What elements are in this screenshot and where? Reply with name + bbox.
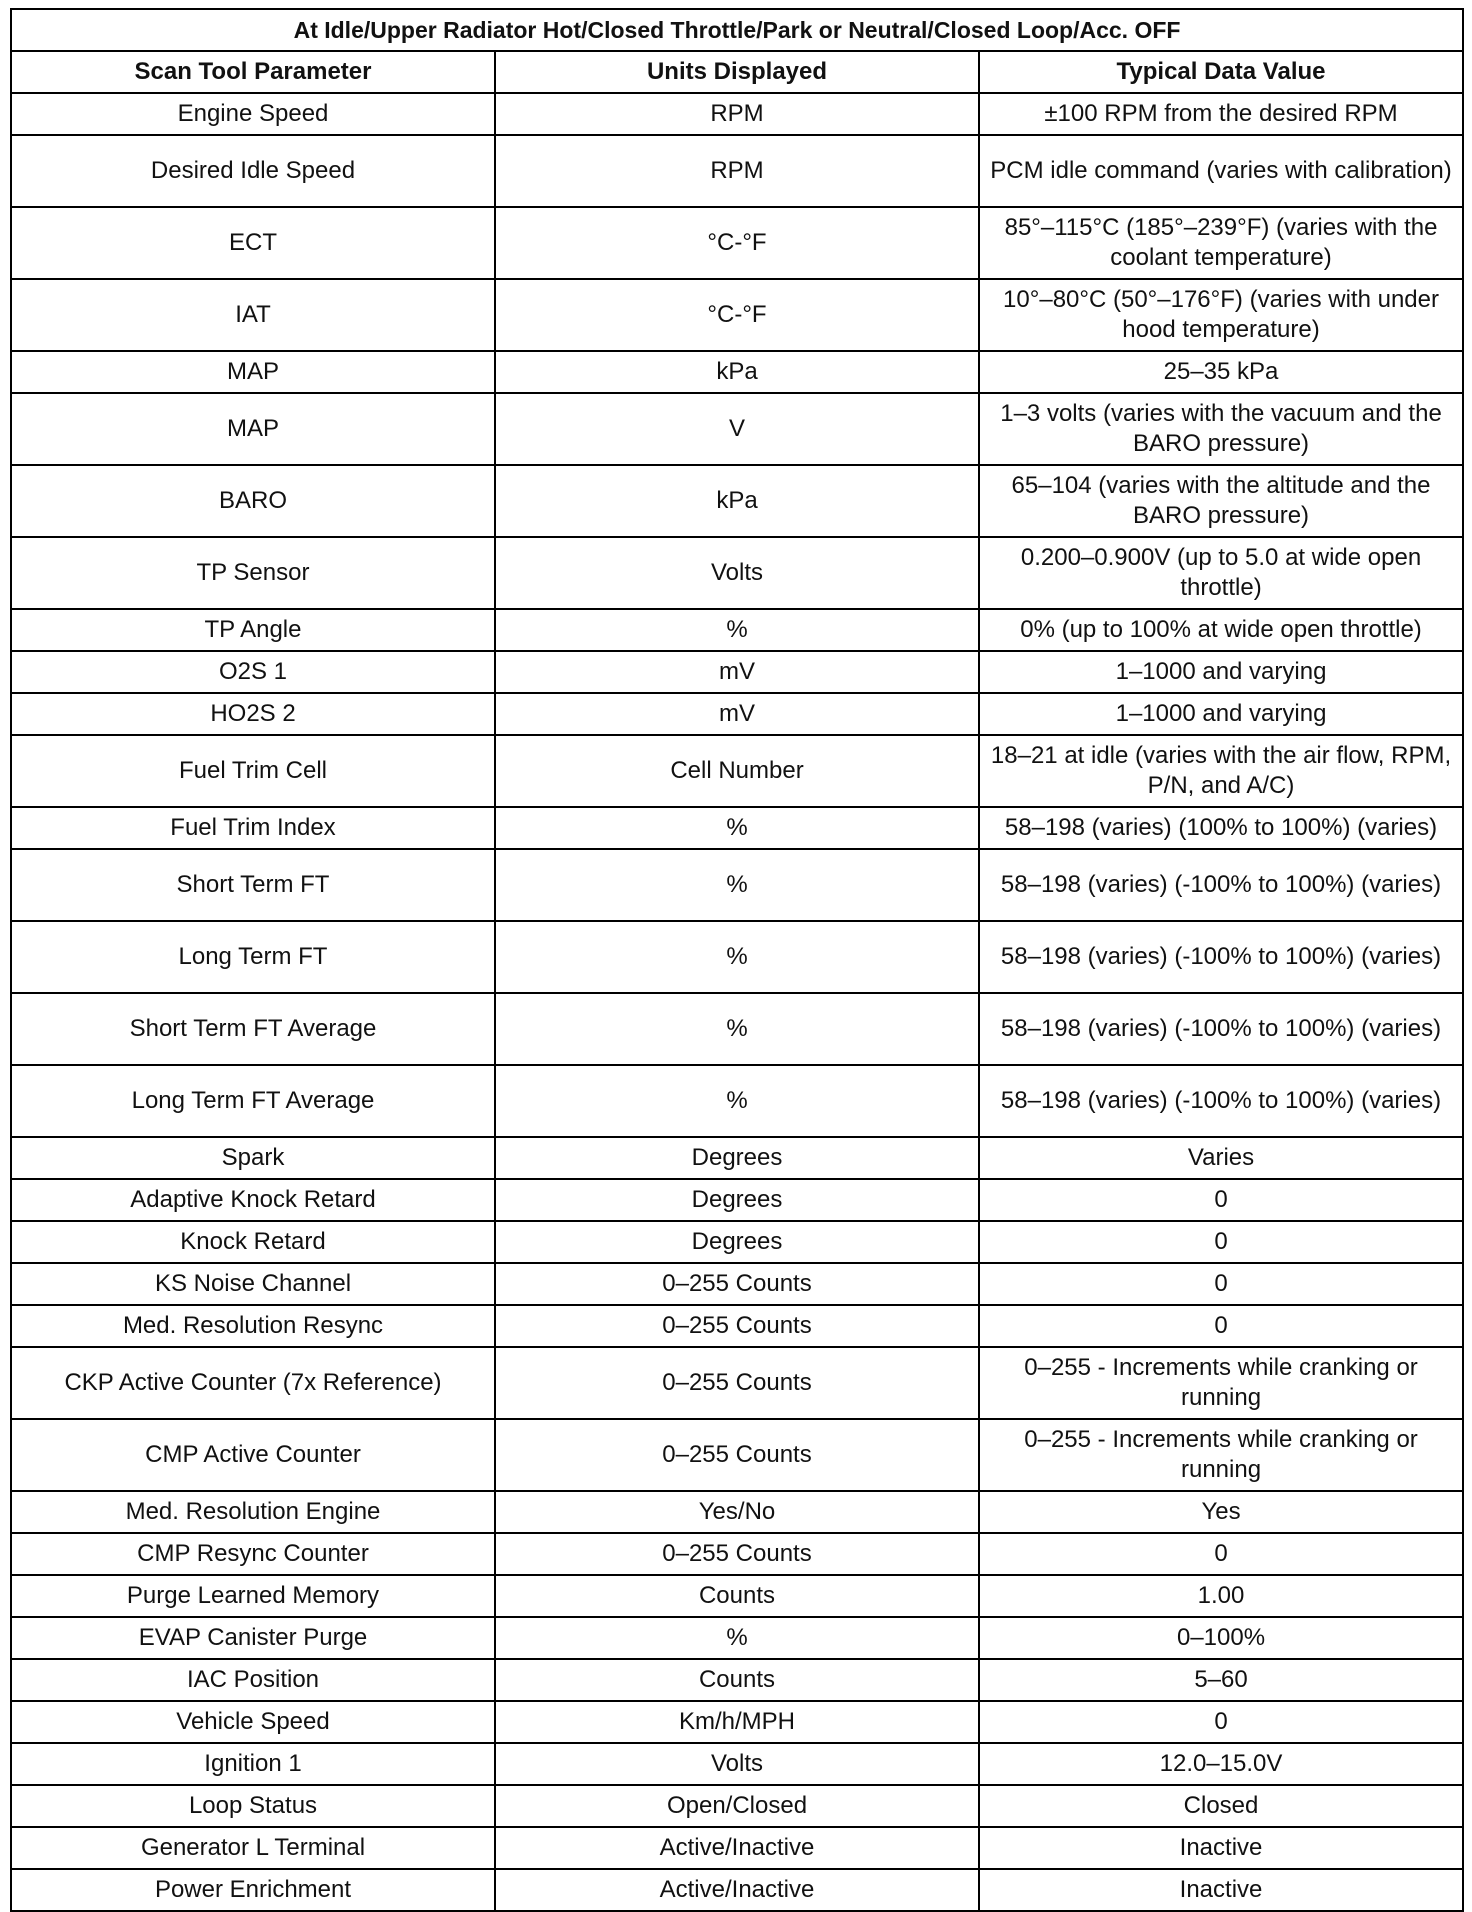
units-cell: °C-°F — [495, 279, 979, 351]
parameter-cell: Power Enrichment — [11, 1869, 495, 1911]
parameter-cell: KS Noise Channel — [11, 1263, 495, 1305]
units-cell: Volts — [495, 1743, 979, 1785]
typical-value-cell: 58–198 (varies) (100% to 100%) (varies) — [979, 807, 1463, 849]
data-table-container — [10, 8, 1462, 1912]
parameter-cell: Desired Idle Speed — [11, 135, 495, 207]
table-row — [11, 93, 1463, 135]
table-row — [11, 1137, 1463, 1179]
units-cell: 0–255 Counts — [495, 1419, 979, 1491]
table-row — [11, 1179, 1463, 1221]
units-cell: Degrees — [495, 1179, 979, 1221]
table-row — [11, 1743, 1463, 1785]
table-row — [11, 1785, 1463, 1827]
units-cell: % — [495, 921, 979, 993]
table-row — [11, 849, 1463, 921]
units-cell: Degrees — [495, 1221, 979, 1263]
column-header-parameter: Scan Tool Parameter — [11, 51, 495, 93]
parameter-cell: Purge Learned Memory — [11, 1575, 495, 1617]
typical-value-cell: 58–198 (varies) (-100% to 100%) (varies) — [979, 921, 1463, 993]
table-row — [11, 135, 1463, 207]
parameter-cell: MAP — [11, 351, 495, 393]
table-row — [11, 1347, 1463, 1419]
typical-value-cell: 58–198 (varies) (-100% to 100%) (varies) — [979, 1065, 1463, 1137]
units-cell: kPa — [495, 465, 979, 537]
parameter-cell: TP Sensor — [11, 537, 495, 609]
table-row — [11, 537, 1463, 609]
table-row — [11, 1419, 1463, 1491]
table-title: At Idle/Upper Radiator Hot/Closed Throttle/Park or Neutral/Closed Loop/Acc. OFF — [11, 9, 1463, 51]
units-cell: % — [495, 807, 979, 849]
typical-value-cell: 0 — [979, 1533, 1463, 1575]
table-row — [11, 1305, 1463, 1347]
table-row — [11, 1617, 1463, 1659]
table-row — [11, 1575, 1463, 1617]
parameter-cell: TP Angle — [11, 609, 495, 651]
table-row — [11, 465, 1463, 537]
table-row — [11, 1701, 1463, 1743]
units-cell: Degrees — [495, 1137, 979, 1179]
typical-value-cell: 0–255 - Increments while cranking or running — [979, 1419, 1463, 1491]
typical-value-cell: 12.0–15.0V — [979, 1743, 1463, 1785]
typical-value-cell: 10°–80°C (50°–176°F) (varies with under hood temperature) — [979, 279, 1463, 351]
table-title-row — [11, 9, 1463, 51]
typical-value-cell: 85°–115°C (185°–239°F) (varies with the coolant temperature) — [979, 207, 1463, 279]
units-cell: RPM — [495, 135, 979, 207]
table-row — [11, 609, 1463, 651]
typical-value-cell: 58–198 (varies) (-100% to 100%) (varies) — [979, 849, 1463, 921]
units-cell: Km/h/MPH — [495, 1701, 979, 1743]
parameter-cell: CMP Active Counter — [11, 1419, 495, 1491]
parameter-cell: Vehicle Speed — [11, 1701, 495, 1743]
units-cell: mV — [495, 651, 979, 693]
units-cell: °C-°F — [495, 207, 979, 279]
parameter-cell: Fuel Trim Cell — [11, 735, 495, 807]
units-cell: Active/Inactive — [495, 1827, 979, 1869]
column-header-units: Units Displayed — [495, 51, 979, 93]
table-row — [11, 735, 1463, 807]
table-row — [11, 393, 1463, 465]
typical-value-cell: Yes — [979, 1491, 1463, 1533]
parameter-cell: CKP Active Counter (7x Reference) — [11, 1347, 495, 1419]
table-row — [11, 1659, 1463, 1701]
parameter-cell: BARO — [11, 465, 495, 537]
units-cell: % — [495, 993, 979, 1065]
parameter-cell: Long Term FT Average — [11, 1065, 495, 1137]
table-row — [11, 279, 1463, 351]
table-row — [11, 1869, 1463, 1911]
parameter-cell: Med. Resolution Resync — [11, 1305, 495, 1347]
typical-value-cell: Inactive — [979, 1869, 1463, 1911]
parameter-cell: Long Term FT — [11, 921, 495, 993]
parameter-cell: ECT — [11, 207, 495, 279]
table-row — [11, 1263, 1463, 1305]
typical-value-cell: PCM idle command (varies with calibration) — [979, 135, 1463, 207]
parameter-cell: Ignition 1 — [11, 1743, 495, 1785]
units-cell: RPM — [495, 93, 979, 135]
table-row — [11, 207, 1463, 279]
parameter-cell: Spark — [11, 1137, 495, 1179]
parameter-cell: EVAP Canister Purge — [11, 1617, 495, 1659]
typical-value-cell: 58–198 (varies) (-100% to 100%) (varies) — [979, 993, 1463, 1065]
units-cell: 0–255 Counts — [495, 1305, 979, 1347]
typical-value-cell: 0 — [979, 1179, 1463, 1221]
units-cell: 0–255 Counts — [495, 1263, 979, 1305]
typical-value-cell: 1–3 volts (varies with the vacuum and the BARO pressure) — [979, 393, 1463, 465]
units-cell: Yes/No — [495, 1491, 979, 1533]
table-row — [11, 693, 1463, 735]
parameter-cell: Generator L Terminal — [11, 1827, 495, 1869]
typical-value-cell: Varies — [979, 1137, 1463, 1179]
units-cell: 0–255 Counts — [495, 1347, 979, 1419]
units-cell: Active/Inactive — [495, 1869, 979, 1911]
units-cell: % — [495, 1065, 979, 1137]
parameter-cell: Engine Speed — [11, 93, 495, 135]
parameter-cell: O2S 1 — [11, 651, 495, 693]
parameter-cell: Short Term FT — [11, 849, 495, 921]
units-cell: mV — [495, 693, 979, 735]
parameter-cell: MAP — [11, 393, 495, 465]
parameter-cell: Adaptive Knock Retard — [11, 1179, 495, 1221]
typical-value-cell: 1–1000 and varying — [979, 693, 1463, 735]
typical-value-cell: 0% (up to 100% at wide open throttle) — [979, 609, 1463, 651]
units-cell: V — [495, 393, 979, 465]
typical-value-cell: 65–104 (varies with the altitude and the BARO pressure) — [979, 465, 1463, 537]
parameter-cell: Med. Resolution Engine — [11, 1491, 495, 1533]
table-row — [11, 651, 1463, 693]
typical-value-cell: 0–100% — [979, 1617, 1463, 1659]
table-row — [11, 351, 1463, 393]
table-row — [11, 993, 1463, 1065]
parameter-cell: Fuel Trim Index — [11, 807, 495, 849]
parameter-cell: CMP Resync Counter — [11, 1533, 495, 1575]
typical-value-cell: 0.200–0.900V (up to 5.0 at wide open throttle) — [979, 537, 1463, 609]
table-row — [11, 1491, 1463, 1533]
parameter-cell: Knock Retard — [11, 1221, 495, 1263]
units-cell: % — [495, 609, 979, 651]
parameter-cell: HO2S 2 — [11, 693, 495, 735]
typical-value-cell: 1–1000 and varying — [979, 651, 1463, 693]
typical-value-cell: 0 — [979, 1305, 1463, 1347]
table-row — [11, 1533, 1463, 1575]
table-header-row — [11, 51, 1463, 93]
table-row — [11, 921, 1463, 993]
typical-value-cell: ±100 RPM from the desired RPM — [979, 93, 1463, 135]
typical-value-cell: 5–60 — [979, 1659, 1463, 1701]
typical-value-cell: 0 — [979, 1701, 1463, 1743]
parameter-cell: IAT — [11, 279, 495, 351]
parameter-cell: Loop Status — [11, 1785, 495, 1827]
units-cell: Counts — [495, 1659, 979, 1701]
table-row — [11, 807, 1463, 849]
typical-value-cell: 25–35 kPa — [979, 351, 1463, 393]
units-cell: Volts — [495, 537, 979, 609]
typical-value-cell: 0 — [979, 1263, 1463, 1305]
units-cell: % — [495, 1617, 979, 1659]
table-row — [11, 1221, 1463, 1263]
parameter-cell: IAC Position — [11, 1659, 495, 1701]
typical-value-cell: 18–21 at idle (varies with the air flow, RPM, P/N, and A/C) — [979, 735, 1463, 807]
parameter-cell: Short Term FT Average — [11, 993, 495, 1065]
typical-value-cell: Inactive — [979, 1827, 1463, 1869]
typical-value-cell: 0–255 - Increments while cranking or running — [979, 1347, 1463, 1419]
scan-tool-data-table — [10, 8, 1464, 1912]
typical-value-cell: Closed — [979, 1785, 1463, 1827]
units-cell: kPa — [495, 351, 979, 393]
typical-value-cell: 0 — [979, 1221, 1463, 1263]
table-row — [11, 1827, 1463, 1869]
units-cell: 0–255 Counts — [495, 1533, 979, 1575]
units-cell: Open/Closed — [495, 1785, 979, 1827]
units-cell: Counts — [495, 1575, 979, 1617]
units-cell: Cell Number — [495, 735, 979, 807]
table-row — [11, 1065, 1463, 1137]
typical-value-cell: 1.00 — [979, 1575, 1463, 1617]
units-cell: % — [495, 849, 979, 921]
column-header-typical-value: Typical Data Value — [979, 51, 1463, 93]
